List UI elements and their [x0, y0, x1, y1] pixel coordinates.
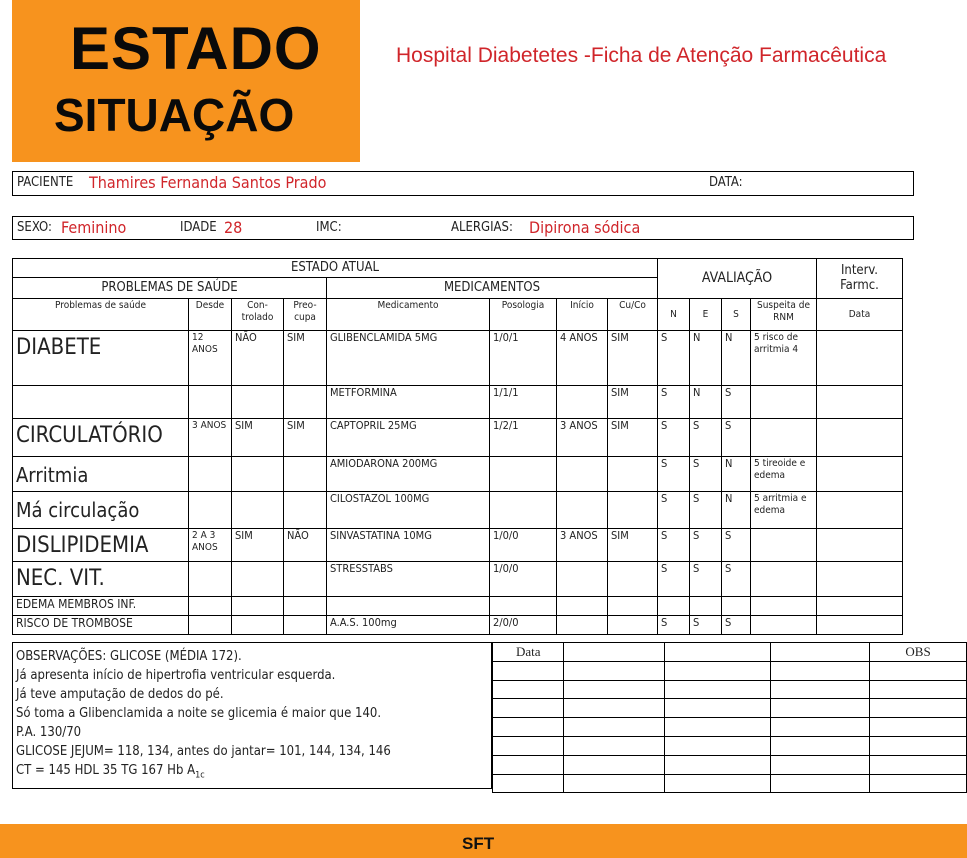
controlado-cell[interactable]: SIM: [232, 529, 284, 562]
sexo-label: SEXO:: [17, 220, 52, 235]
cuco-cell[interactable]: SIM: [608, 529, 658, 562]
desde-cell[interactable]: [189, 457, 232, 492]
n-cell[interactable]: S: [658, 562, 690, 597]
patient-info-row: [12, 216, 914, 240]
avaliacao-header: AVALIAÇÃO: [658, 259, 817, 299]
desde-cell[interactable]: [189, 562, 232, 597]
controlado-cell[interactable]: [232, 492, 284, 529]
cuco-cell[interactable]: [608, 562, 658, 597]
desde-cell[interactable]: 12 ANOS: [189, 331, 232, 386]
controlado-cell[interactable]: [232, 457, 284, 492]
data-cell[interactable]: [817, 419, 903, 457]
grid-cell[interactable]: [493, 736, 564, 755]
grid-cell[interactable]: [564, 643, 665, 662]
grid-cell[interactable]: [564, 736, 665, 755]
posologia-cell[interactable]: 1/0/1: [490, 331, 557, 386]
grid-cell[interactable]: [493, 680, 564, 699]
inicio-cell[interactable]: [557, 457, 608, 492]
grid-cell[interactable]: [665, 774, 771, 793]
n-cell[interactable]: S: [658, 386, 690, 419]
problema-cell[interactable]: CIRCULATÓRIO: [13, 419, 189, 457]
grid-cell[interactable]: [665, 718, 771, 737]
inicio-cell[interactable]: [557, 386, 608, 419]
health-table: [12, 258, 903, 635]
grid-cell[interactable]: [564, 755, 665, 774]
medicamento-cell[interactable]: METFORMINA: [327, 386, 490, 419]
desde-cell[interactable]: [189, 616, 232, 635]
table-row: [493, 774, 967, 793]
desde-cell[interactable]: [189, 386, 232, 419]
grid-cell[interactable]: [665, 680, 771, 699]
col-inicio: Início: [557, 299, 608, 331]
s-cell[interactable]: N: [722, 492, 751, 529]
interv-line1: Interv.: [840, 262, 879, 278]
inicio-cell[interactable]: [557, 562, 608, 597]
col-cuco: Cu/Co: [608, 299, 658, 331]
e-cell[interactable]: S: [690, 529, 722, 562]
e-cell[interactable]: S: [690, 419, 722, 457]
suspeita-cell[interactable]: 5 tireoide e edema: [751, 457, 817, 492]
col-controlado: Con- trolado: [232, 299, 284, 331]
suspeita-cell[interactable]: [751, 597, 817, 616]
grid-cell[interactable]: [493, 661, 564, 680]
medicamento-cell[interactable]: GLIBENCLAMIDA 5MG: [327, 331, 490, 386]
posologia-cell[interactable]: [490, 457, 557, 492]
grid-cell[interactable]: [870, 755, 967, 774]
preocupa-cell[interactable]: [284, 492, 327, 529]
footer-bar: [0, 824, 967, 858]
grid-cell[interactable]: [665, 661, 771, 680]
hba1c-subscript: 1c: [195, 770, 205, 781]
idade-value[interactable]: 28: [224, 218, 243, 237]
obs-header[interactable]: OBS: [870, 643, 967, 662]
grid-cell[interactable]: [665, 699, 771, 718]
paciente-value[interactable]: Thamires Fernanda Santos Prado: [89, 173, 327, 192]
n-cell[interactable]: S: [658, 331, 690, 386]
col-data: Data: [817, 299, 903, 331]
suspeita-cell[interactable]: [751, 616, 817, 635]
grid-cell[interactable]: [771, 699, 870, 718]
cuco-cell[interactable]: SIM: [608, 331, 658, 386]
table-row: [493, 680, 967, 699]
controlado-cell[interactable]: [232, 597, 284, 616]
table-row: [13, 331, 903, 386]
posologia-cell[interactable]: 2/0/0: [490, 616, 557, 635]
grid-cell[interactable]: [771, 736, 870, 755]
medicamento-cell[interactable]: A.A.S. 100mg: [327, 616, 490, 635]
preocupa-cell[interactable]: NÃO: [284, 529, 327, 562]
grid-cell[interactable]: [665, 736, 771, 755]
sexo-value[interactable]: Feminino: [61, 218, 127, 237]
data-cell[interactable]: [817, 492, 903, 529]
grid-cell[interactable]: [771, 680, 870, 699]
grid-cell[interactable]: [870, 718, 967, 737]
cuco-cell[interactable]: SIM: [608, 386, 658, 419]
e-cell[interactable]: [690, 597, 722, 616]
imc-label: IMC:: [316, 220, 342, 235]
grid-cell[interactable]: [771, 774, 870, 793]
table-row: [13, 562, 903, 597]
s-cell[interactable]: N: [722, 331, 751, 386]
grid-cell[interactable]: [771, 661, 870, 680]
grid-cell[interactable]: [771, 643, 870, 662]
estado-atual-header: ESTADO ATUAL: [13, 259, 658, 278]
n-cell[interactable]: S: [658, 492, 690, 529]
medicamentos-header: MEDICAMENTOS: [327, 278, 658, 299]
posologia-cell[interactable]: [490, 492, 557, 529]
preocupa-cell[interactable]: [284, 457, 327, 492]
posologia-cell[interactable]: [490, 597, 557, 616]
table-row: [13, 616, 903, 635]
obs-line: Só toma a Glibenclamida a noite se glicemia é maior que 140.: [16, 706, 382, 721]
grid-cell[interactable]: [493, 755, 564, 774]
suspeita-cell[interactable]: [751, 562, 817, 597]
suspeita-cell[interactable]: [751, 529, 817, 562]
s-cell[interactable]: S: [722, 562, 751, 597]
suspeita-cell[interactable]: 5 arritmia e edema: [751, 492, 817, 529]
grid-cell[interactable]: [564, 680, 665, 699]
desde-cell[interactable]: 2 A 3 ANOS: [189, 529, 232, 562]
table-row: [493, 718, 967, 737]
problema-cell[interactable]: Arritmia: [13, 457, 189, 492]
inicio-cell[interactable]: [557, 597, 608, 616]
grid-cell[interactable]: [665, 755, 771, 774]
interv-line2: Farmc.: [840, 277, 879, 293]
data-cell[interactable]: [817, 562, 903, 597]
col-desde: Desde: [189, 299, 232, 331]
grid-cell[interactable]: [771, 755, 870, 774]
patient-name-row: [12, 171, 914, 196]
posologia-cell[interactable]: 1/1/1: [490, 386, 557, 419]
grid-cell[interactable]: [870, 736, 967, 755]
s-cell[interactable]: S: [722, 616, 751, 635]
paciente-label: PACIENTE: [17, 175, 74, 190]
inicio-cell[interactable]: 3 ANOS: [557, 419, 608, 457]
preocupa-cell[interactable]: [284, 386, 327, 419]
desde-cell[interactable]: 3 ANOS: [189, 419, 232, 457]
n-cell[interactable]: S: [658, 529, 690, 562]
medicamento-cell[interactable]: AMIODARONA 200MG: [327, 457, 490, 492]
controlado-cell[interactable]: SIM: [232, 419, 284, 457]
data-cell[interactable]: [817, 529, 903, 562]
n-cell[interactable]: S: [658, 616, 690, 635]
table-row: [493, 755, 967, 774]
alergias-label: ALERGIAS:: [451, 220, 513, 235]
table-row: [13, 386, 903, 419]
suspeita-cell[interactable]: [751, 419, 817, 457]
alergias-value[interactable]: Dipirona sódica: [529, 218, 641, 237]
e-cell[interactable]: S: [690, 616, 722, 635]
cuco-cell[interactable]: [608, 597, 658, 616]
preocupa-cell[interactable]: [284, 562, 327, 597]
n-cell[interactable]: [658, 597, 690, 616]
table-row: [493, 661, 967, 680]
problema-cell[interactable]: NEC. VIT.: [13, 562, 189, 597]
obs-line: Já apresenta início de hipertrofia ventricular esquerda.: [16, 668, 336, 683]
e-cell[interactable]: S: [690, 562, 722, 597]
obs-line-lab: [16, 761, 488, 786]
e-cell[interactable]: S: [690, 492, 722, 529]
grid-cell[interactable]: [665, 643, 771, 662]
obs-line: P.A. 130/70: [16, 725, 82, 740]
title-block: [12, 0, 360, 162]
inicio-cell[interactable]: [557, 616, 608, 635]
posologia-cell[interactable]: 1/0/0: [490, 562, 557, 597]
grid-cell[interactable]: [870, 774, 967, 793]
table-row: [493, 699, 967, 718]
medicamento-cell[interactable]: CILOSTAZOL 100MG: [327, 492, 490, 529]
obs-line: OBSERVAÇÕES: GLICOSE (MÉDIA 172).: [16, 649, 242, 664]
desde-cell[interactable]: [189, 597, 232, 616]
grid-cell[interactable]: [564, 774, 665, 793]
inicio-cell[interactable]: [557, 492, 608, 529]
cuco-cell[interactable]: [608, 616, 658, 635]
table-row: [13, 419, 903, 457]
desde-cell[interactable]: [189, 492, 232, 529]
col-preocupa: Preo- cupa: [284, 299, 327, 331]
e-cell[interactable]: N: [690, 386, 722, 419]
controlado-cell[interactable]: [232, 386, 284, 419]
e-cell[interactable]: S: [690, 457, 722, 492]
medicamento-cell[interactable]: SINVASTATINA 10MG: [327, 529, 490, 562]
col-s: S: [722, 299, 751, 331]
s-cell[interactable]: [722, 597, 751, 616]
col-suspeita: Suspeita de RNM: [751, 299, 817, 331]
data-cell[interactable]: [817, 386, 903, 419]
data-obs-table: [492, 642, 967, 793]
n-cell[interactable]: S: [658, 457, 690, 492]
controlado-cell[interactable]: NÃO: [232, 331, 284, 386]
inicio-cell[interactable]: 4 ANOS: [557, 331, 608, 386]
obs-line: Já teve amputação de dedos do pé.: [16, 687, 224, 702]
data-label: DATA:: [709, 175, 743, 190]
s-cell[interactable]: N: [722, 457, 751, 492]
grid-cell[interactable]: [870, 661, 967, 680]
table-row: [13, 597, 903, 616]
data-cell[interactable]: [817, 331, 903, 386]
s-cell[interactable]: S: [722, 529, 751, 562]
grid-cell[interactable]: [493, 699, 564, 718]
col-problemas: Problemas de saúde: [13, 299, 189, 331]
problemas-header: PROBLEMAS DE SAÚDE: [13, 278, 327, 299]
medicamento-cell[interactable]: [327, 597, 490, 616]
grid-cell[interactable]: [870, 699, 967, 718]
data-header[interactable]: Data: [493, 643, 564, 662]
grid-cell[interactable]: [564, 661, 665, 680]
footer-label: SFT: [462, 834, 495, 853]
col-posologia: Posologia: [490, 299, 557, 331]
preocupa-cell[interactable]: SIM: [284, 331, 327, 386]
s-cell[interactable]: S: [722, 386, 751, 419]
problema-cell[interactable]: DIABETE: [13, 331, 189, 386]
data-cell[interactable]: [817, 457, 903, 492]
obs-lab-text: CT = 145 HDL 35 TG 167 Hb A: [16, 763, 196, 778]
preocupa-cell[interactable]: [284, 616, 327, 635]
suspeita-cell[interactable]: 5 risco de arritmia 4: [751, 331, 817, 386]
cuco-cell[interactable]: [608, 492, 658, 529]
posologia-cell[interactable]: 1/0/0: [490, 529, 557, 562]
problema-cell[interactable]: RISCO DE TROMBOSE: [13, 616, 189, 635]
grid-cell[interactable]: [564, 699, 665, 718]
preocupa-cell[interactable]: SIM: [284, 419, 327, 457]
problema-cell[interactable]: Má circulação: [13, 492, 189, 529]
data-cell[interactable]: [817, 597, 903, 616]
posologia-cell[interactable]: 1/2/1: [490, 419, 557, 457]
title-situacao: SITUAÇÃO: [54, 89, 295, 141]
observacoes-box: [12, 642, 492, 789]
col-n: N: [658, 299, 690, 331]
medicamento-cell[interactable]: STRESSTABS: [327, 562, 490, 597]
table-row: [493, 643, 967, 662]
grid-cell[interactable]: [771, 718, 870, 737]
problema-cell[interactable]: DISLIPIDEMIA: [13, 529, 189, 562]
s-cell[interactable]: S: [722, 419, 751, 457]
table-row: [13, 492, 903, 529]
controlado-cell[interactable]: [232, 616, 284, 635]
cuco-cell[interactable]: SIM: [608, 419, 658, 457]
preocupa-cell[interactable]: [284, 597, 327, 616]
table-row: [13, 529, 903, 562]
e-cell[interactable]: N: [690, 331, 722, 386]
cuco-cell[interactable]: [608, 457, 658, 492]
inicio-cell[interactable]: 3 ANOS: [557, 529, 608, 562]
page-subtitle: Hospital Diabetetes -Ficha de Atenção Farmacêutica: [396, 44, 887, 67]
medicamento-cell[interactable]: CAPTOPRIL 25MG: [327, 419, 490, 457]
suspeita-cell[interactable]: [751, 386, 817, 419]
table-row: [13, 457, 903, 492]
table-row: [493, 736, 967, 755]
idade-label: IDADE: [180, 220, 217, 235]
interv-header: [817, 259, 903, 299]
data-cell[interactable]: [817, 616, 903, 635]
title-estado: ESTADO: [70, 15, 322, 82]
grid-cell[interactable]: [493, 718, 564, 737]
problema-cell[interactable]: EDEMA MEMBROS INF.: [13, 597, 189, 616]
col-medicamento: Medicamento: [327, 299, 490, 331]
controlado-cell[interactable]: [232, 562, 284, 597]
grid-cell[interactable]: [493, 774, 564, 793]
grid-cell[interactable]: [870, 680, 967, 699]
col-e: E: [690, 299, 722, 331]
obs-line: GLICOSE JEJUM= 118, 134, antes do jantar= 101, 144, 134, 146: [16, 744, 391, 759]
n-cell[interactable]: S: [658, 419, 690, 457]
problema-cell[interactable]: [13, 386, 189, 419]
grid-cell[interactable]: [564, 718, 665, 737]
